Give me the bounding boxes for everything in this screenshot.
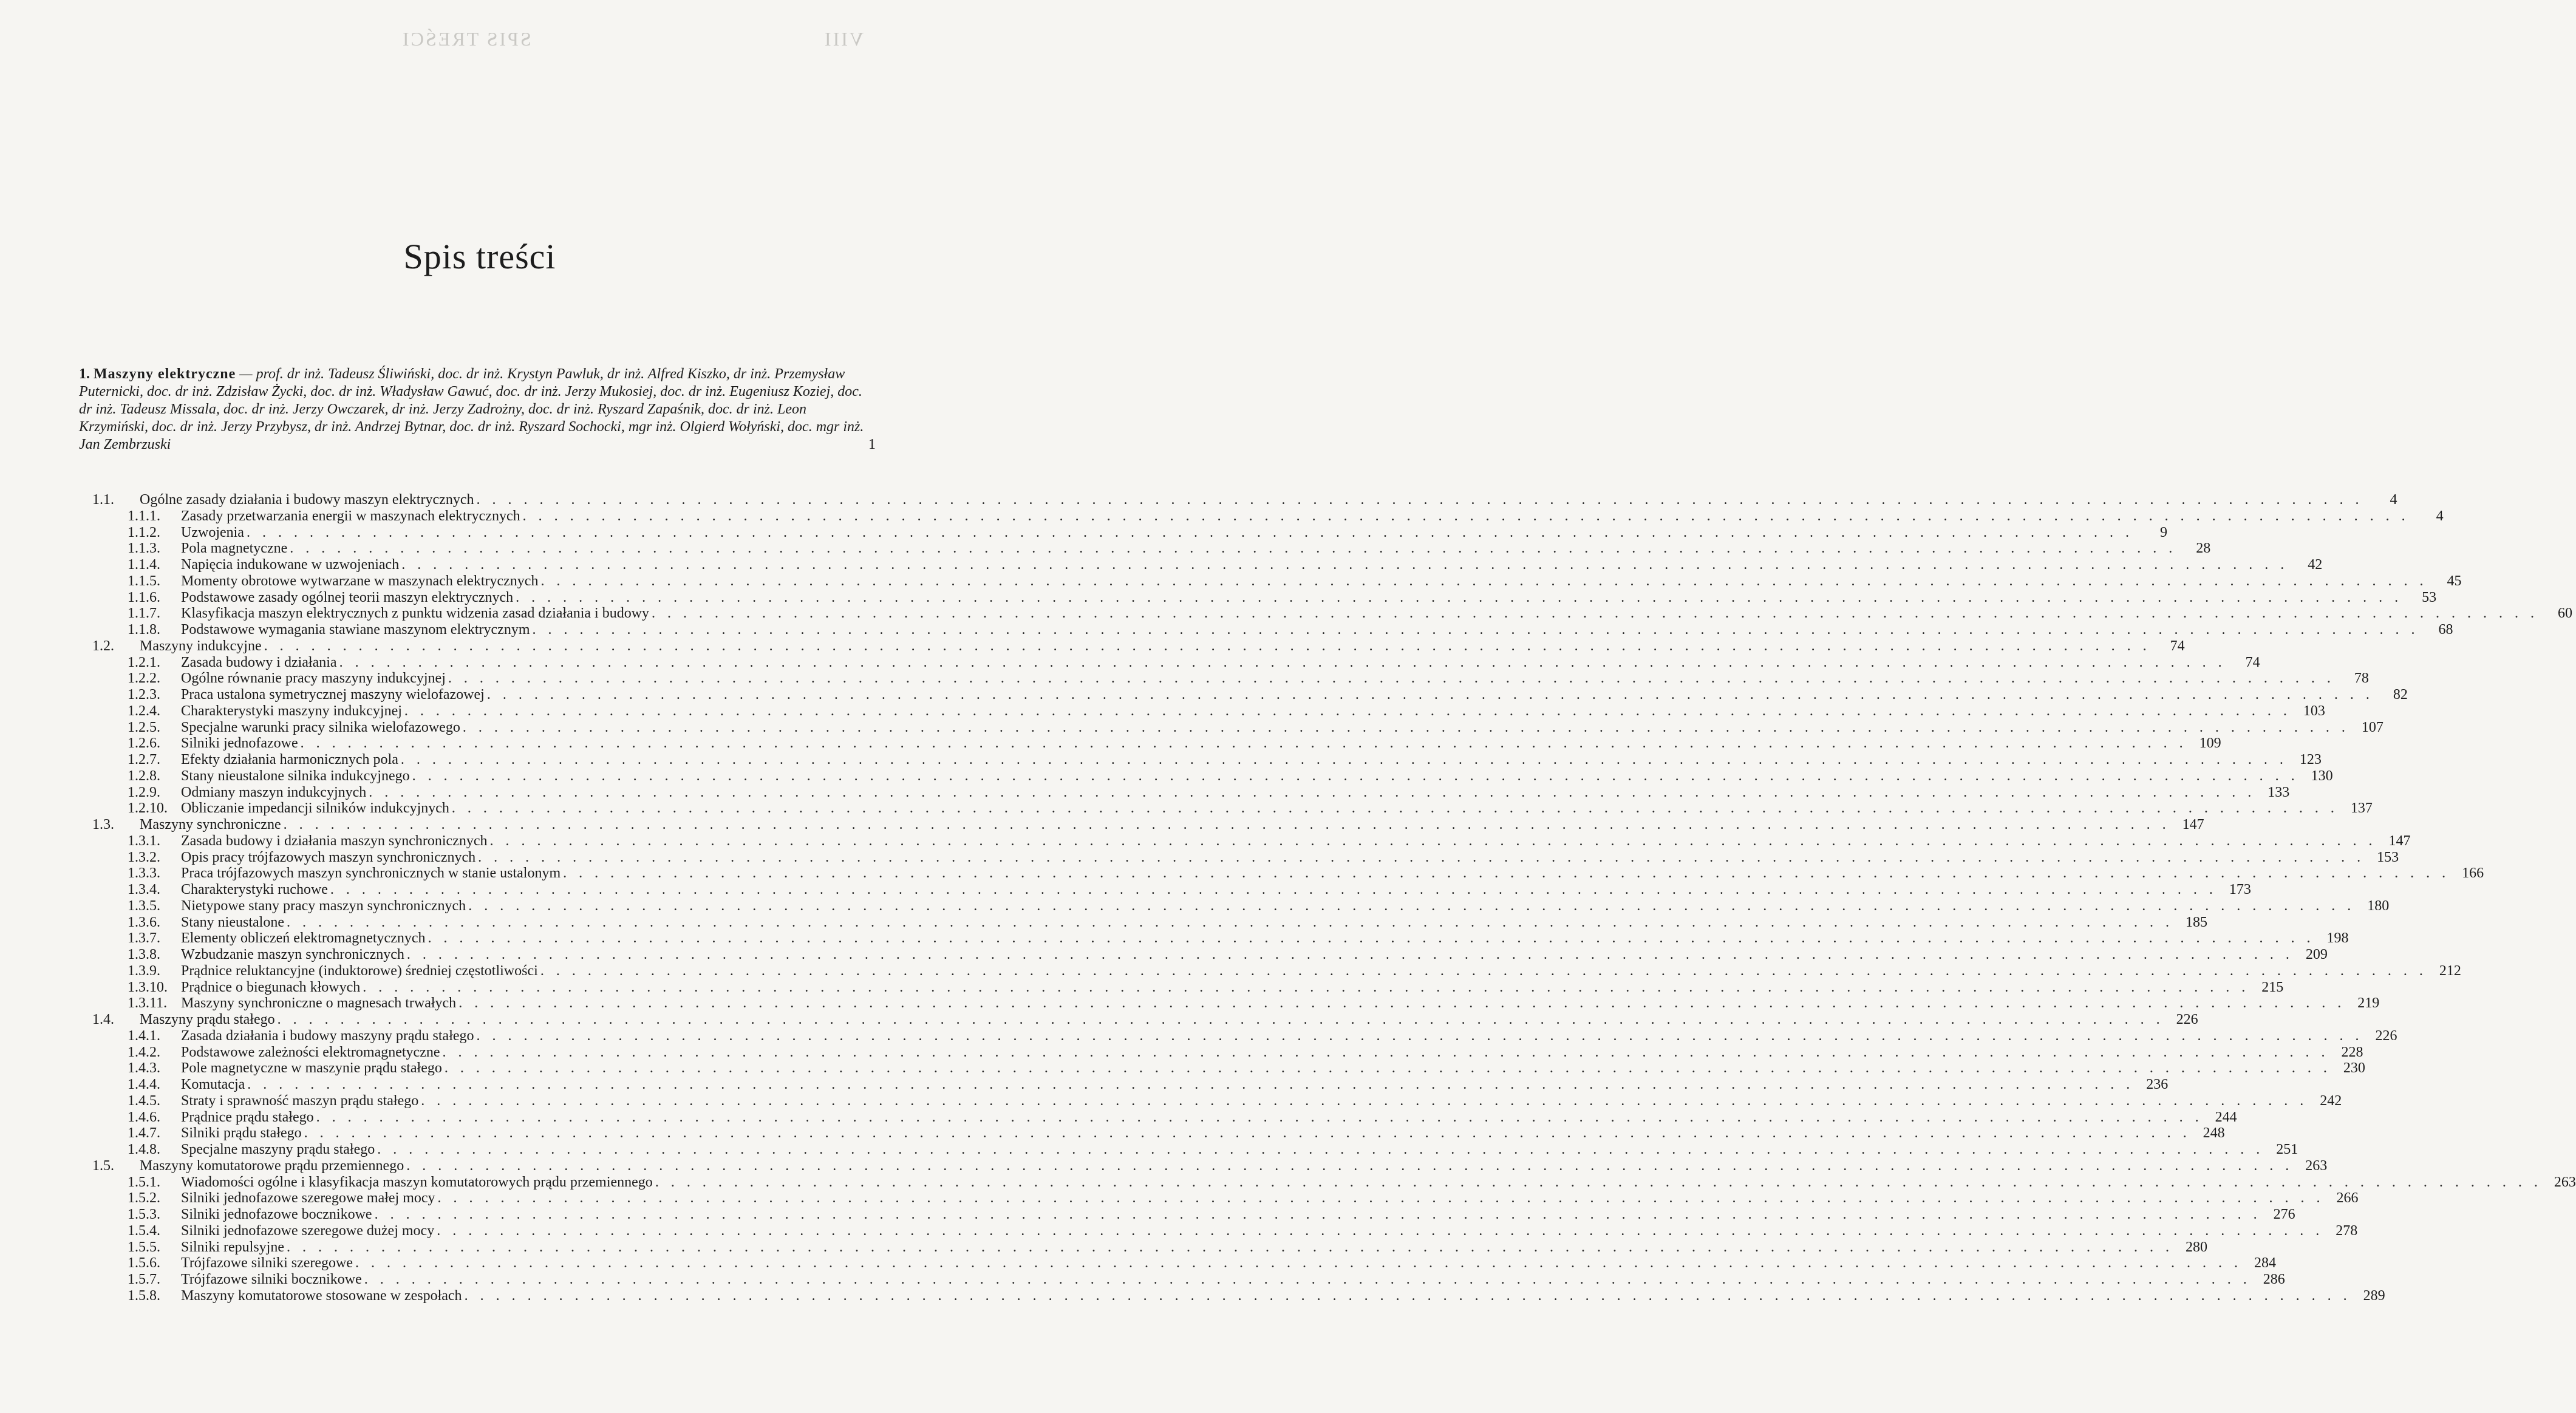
toc-entry-page: 284 <box>2254 1255 2277 1272</box>
toc-entry-page: 198 <box>2326 930 2349 947</box>
bleed-through-page-number: VIII <box>823 28 864 50</box>
toc-subsection-row <box>79 865 2484 882</box>
toc-entry-number: 1.2.10. <box>128 800 168 817</box>
toc-entry-title: Charakterystyki ruchowe <box>181 882 328 897</box>
toc-entry-page: 4 <box>2436 508 2444 524</box>
toc-entry-number: 1.1.4. <box>128 557 160 573</box>
toc-entry-page: 4 <box>2390 492 2397 508</box>
toc-entry-title: Silniki prądu stałego <box>181 1125 302 1142</box>
toc-entry-page: 226 <box>2375 1027 2397 1044</box>
toc-entry-title: Prądnice o biegunach kłowych <box>181 979 361 995</box>
toc-entry-number: 1.3.1. <box>128 832 160 849</box>
toc-entry-page: 153 <box>2377 849 2399 865</box>
toc-entry-title: Wiadomości ogólne i klasyfikacja maszyn komutatorowych prądu przemiennego <box>181 1174 653 1190</box>
toc-subsection-row <box>79 735 2221 752</box>
toc-entry-number: 1.3.10. <box>128 979 168 995</box>
toc-entry-page: 215 <box>2261 979 2284 995</box>
toc-entry-page: 226 <box>2176 1012 2198 1027</box>
toc-subsection-row <box>79 719 2383 736</box>
toc-entry-page: 107 <box>2361 719 2383 735</box>
toc-entry-page: 166 <box>2462 865 2484 882</box>
toc-entry-number: 1.3.6. <box>128 914 160 930</box>
toc-subsection-row <box>79 979 2284 996</box>
toc-subsection-row <box>79 557 2323 573</box>
toc-entry-number: 1.4.8. <box>128 1142 160 1157</box>
toc-entry-number: 1.3.4. <box>128 882 160 897</box>
toc-dot-leader: . . . . . . . . . . . . . . . . . . . . . . . . . . . . . . . . . . . . . . . . . . . . . . . . . . . . . . . . . . . . . . . . . . . . . . . . . . . . . . . . . . . . . . . . . . . . . . . . . . . . . . . . . . . . . . . . . . . . . . . . <box>363 979 2250 995</box>
toc-entry-page: 251 <box>2276 1142 2298 1157</box>
toc-dot-leader: . . . . . . . . . . . . . . . . . . . . . . . . . . . . . . . . . . . . . . . . . . . . . . . . . . . . . . . . . . . . . . . . . . . . . . . . . . . . . . . . . . . . . . . . . . . . . . . . . . . . . . . . . . . . . . . . . . . . . . . . <box>400 752 2288 768</box>
toc-entry-page: 219 <box>2357 995 2380 1012</box>
chapter-number: 1. <box>79 366 90 382</box>
chapter-title: Maszyny elektryczne <box>94 366 236 382</box>
toc-dot-leader: . . . . . . . . . . . . . . . . . . . . . . . . . . . . . . . . . . . . . . . . . . . . . . . . . . . . . . . . . . . . . . . . . . . . . . . . . . . . . . . . . . . . . . . . . . . . . . . . . . . . . . . . . . . . . . . . . . . . . . . . <box>516 589 2403 605</box>
toc-dot-leader: . . . . . . . . . . . . . . . . . . . . . . . . . . . . . . . . . . . . . . . . . . . . . . . . . . . . . . . . . . . . . . . . . . . . . . . . . . . . . . . . . . . . . . . . . . . . . . . . . . . . . . . . . . . . . . . . . . . . . . . . <box>290 540 2177 557</box>
toc-dot-leader: . . . . . . . . . . . . . . . . . . . . . . . . . . . . . . . . . . . . . . . . . . . . . . . . . . . . . . . . . . . . . . . . . . . . . . . . . . . . . . . . . . . . . . . . . . . . . . . . . . . . . . . . . . . . . . . . . . . . . . . . <box>468 897 2356 914</box>
toc-entry-page: 133 <box>2268 784 2290 800</box>
toc-dot-leader: . . . . . . . . . . . . . . . . . . . . . . . . . . . . . . . . . . . . . . . . . . . . . . . . . . . . . . . . . . . . . . . . . . . . . . . . . . . . . . . . . . . . . . . . . . . . . . . . . . . . . . . . . . . . . . . . . . . . . . . . <box>264 638 2151 654</box>
toc-dot-leader: . . . . . . . . . . . . . . . . . . . . . . . . . . . . . . . . . . . . . . . . . . . . . . . . . . . . . . . . . . . . . . . . . . . . . . . . . . . . . . . . . . . . . . . . . . . . . . . . . . . . . . . . . . . . . . . . . . . . . . . . <box>442 1044 2329 1060</box>
toc-entry-title: Maszyny komutatorowe stosowane w zespołach <box>181 1287 462 1304</box>
toc-subsection-row <box>79 654 2260 671</box>
toc-entry-number: 1.5.6. <box>128 1255 160 1272</box>
toc-entry-page: 236 <box>2146 1077 2169 1092</box>
page-title: Spis treści <box>403 236 556 276</box>
toc-entry-number: 1.4. <box>92 1012 114 1027</box>
toc-entry-number: 1.5.8. <box>128 1287 160 1304</box>
toc-dot-leader: . . . . . . . . . . . . . . . . . . . . . . . . . . . . . . . . . . . . . . . . . . . . . . . . . . . . . . . . . . . . . . . . . . . . . . . . . . . . . . . . . . . . . . . . . . . . . . . . . . . . . . . . . . . . . . . . . . . . . . . . <box>406 1157 2294 1174</box>
toc-entry-page: 82 <box>2393 687 2408 703</box>
toc-section-row <box>79 1012 2198 1028</box>
toc-entry-title: Charakterystyki maszyny indukcyjnej <box>181 703 402 719</box>
toc-entry-number: 1.5.7. <box>128 1272 160 1287</box>
toc-entry-number: 1.2.6. <box>128 735 160 752</box>
toc-dot-leader: . . . . . . . . . . . . . . . . . . . . . . . . . . . . . . . . . . . . . . . . . . . . . . . . . . . . . . . . . . . . . . . . . . . . . . . . . . . . . . . . . . . . . . . . . . . . . . . . . . . . . . . . . . . . . . . . . . . . . . . . <box>563 865 2450 882</box>
toc-dot-leader: . . . . . . . . . . . . . . . . . . . . . . . . . . . . . . . . . . . . . . . . . . . . . . . . . . . . . . . . . . . . . . . . . . . . . . . . . . . . . . . . . . . . . . . . . . . . . . . . . . . . . . . . . . . . . . . . . . . . . . . . <box>448 670 2335 687</box>
toc-entry-title: Zasada działania i budowy maszyny prądu stałego <box>181 1027 474 1044</box>
toc-entry-title: Momenty obrotowe wytwarzane w maszynach elektrycznych <box>181 573 539 589</box>
toc-entry-number: 1.1. <box>92 492 114 508</box>
toc-entry-page: 123 <box>2299 752 2322 768</box>
toc-entry-title: Trójfazowe silniki szeregowe <box>181 1255 353 1272</box>
toc-dot-leader: . . . . . . . . . . . . . . . . . . . . . . . . . . . . . . . . . . . . . . . . . . . . . . . . . . . . . . . . . . . . . . . . . . . . . . . . . . . . . . . . . . . . . . . . . . . . . . . . . . . . . . . . . . . . . . . . . . . . . . . . <box>437 1222 2324 1239</box>
toc-entry-title: Maszyny synchroniczne <box>140 817 281 832</box>
toc-dot-leader: . . . . . . . . . . . . . . . . . . . . . . . . . . . . . . . . . . . . . . . . . . . . . . . . . . . . . . . . . . . . . . . . . . . . . . . . . . . . . . . . . . . . . . . . . . . . . . . . . . . . . . . . . . . . . . . . . . . . . . . . <box>540 962 2427 979</box>
toc-entry-title: Wzbudzanie maszyn synchronicznych <box>181 947 404 962</box>
toc-entry-number: 1.4.1. <box>128 1027 160 1044</box>
toc-entry-page: 209 <box>2305 947 2328 962</box>
toc-entry-page: 263 <box>2554 1174 2576 1190</box>
toc-dot-leader: . . . . . . . . . . . . . . . . . . . . . . . . . . . . . . . . . . . . . . . . . . . . . . . . . . . . . . . . . . . . . . . . . . . . . . . . . . . . . . . . . . . . . . . . . . . . . . . . . . . . . . . . . . . . . . . . . . . . . . . . <box>304 1125 2191 1142</box>
toc-entry-title: Specjalne maszyny prądu stałego <box>181 1142 375 1157</box>
toc-dot-leader: . . . . . . . . . . . . . . . . . . . . . . . . . . . . . . . . . . . . . . . . . . . . . . . . . . . . . . . . . . . . . . . . . . . . . . . . . . . . . . . . . . . . . . . . . . . . . . . . . . . . . . . . . . . . . . . . . . . . . . . . <box>339 654 2226 670</box>
chapter-entry <box>79 366 874 454</box>
toc-entry-page: 68 <box>2438 622 2453 638</box>
toc-entry-page: 276 <box>2273 1207 2295 1222</box>
toc-entry-number: 1.1.7. <box>128 605 160 622</box>
toc-entry-page: 147 <box>2388 832 2411 849</box>
toc-subsection-row <box>79 962 2461 979</box>
toc-dot-leader: . . . . . . . . . . . . . . . . . . . . . . . . . . . . . . . . . . . . . . . . . . . . . . . . . . . . . . . . . . . . . . . . . . . . . . . . . . . . . . . . . . . . . . . . . . . . . . . . . . . . . . . . . . . . . . . . . . . . . . . . <box>444 1060 2331 1077</box>
toc-entry-page: 53 <box>2422 589 2437 605</box>
toc-entry-title: Praca ustalona symetrycznej maszyny wielofazowej <box>181 687 485 703</box>
toc-entry-title: Klasyfikacja maszyn elektrycznych z punktu widzenia zasad działania i budowy <box>181 605 650 622</box>
toc-entry-title: Ogólne równanie pracy maszyny indukcyjnej <box>181 670 446 687</box>
bleed-through-header-text: SPIS TREŚCI <box>401 28 531 50</box>
toc-entry-title: Odmiany maszyn indukcyjnych <box>181 784 367 800</box>
toc-subsection-row <box>79 995 2380 1012</box>
toc-subsection-row <box>79 540 2211 557</box>
toc-entry-number: 1.2.5. <box>128 719 160 735</box>
toc-entry-number: 1.3.2. <box>128 849 160 865</box>
toc-subsection-row <box>79 1272 2285 1288</box>
toc-dot-leader: . . . . . . . . . . . . . . . . . . . . . . . . . . . . . . . . . . . . . . . . . . . . . . . . . . . . . . . . . . . . . . . . . . . . . . . . . . . . . . . . . . . . . . . . . . . . . . . . . . . . . . . . . . . . . . . . . . . . . . . . <box>364 1272 2251 1287</box>
toc-entry-page: 9 <box>2159 524 2167 540</box>
toc-dot-leader: . . . . . . . . . . . . . . . . . . . . . . . . . . . . . . . . . . . . . . . . . . . . . . . . . . . . . . . . . . . . . . . . . . . . . . . . . . . . . . . . . . . . . . . . . . . . . . . . . . . . . . . . . . . . . . . . . . . . . . . . <box>277 1012 2164 1027</box>
toc-subsection-row <box>79 1255 2277 1272</box>
toc-entry-page: 74 <box>2170 638 2185 654</box>
toc-entry-number: 1.4.5. <box>128 1092 160 1109</box>
toc-subsection-row <box>79 1125 2225 1142</box>
toc-entry-page: 286 <box>2263 1272 2285 1287</box>
toc-entry-page: 42 <box>2308 557 2323 573</box>
toc-entry-title: Stany nieustalone silnika indukcyjnego <box>181 768 410 784</box>
toc-entry-page: 244 <box>2215 1109 2237 1125</box>
toc-dot-leader: . . . . . . . . . . . . . . . . . . . . . . . . . . . . . . . . . . . . . . . . . . . . . . . . . . . . . . . . . . . . . . . . . . . . . . . . . . . . . . . . . . . . . . . . . . . . . . . . . . . . . . . . . . . . . . . . . . . . . . . . <box>458 995 2346 1012</box>
chapter-authors: — prof. dr inż. Tadeusz Śliwiński, doc. dr inż. Krystyn Pawluk, dr inż. Alfred Kiszko, dr inż. Przemysław Puternicki, doc. dr inż. Zdzisław Życki, doc. dr inż. Władysław Gawuć, doc. dr inż. Jerzy Mukosiej, doc. dr inż. Eugeniusz Koziej, doc. dr inż. Tadeusz Missala, doc. dr inż. Jerzy Owczarek, dr inż. Jerzy Zadrożny, doc. dr inż. Ryszard Zapaśnik, doc. dr inż. Leon Krzymiński, doc. dr inż. Jerzy Przybysz, dr inż. Andrzej Bytnar, doc. dr inż. Ryszard Sochocki, mgr inż. Olgierd Wołyński, doc. mgr inż. Jan Zembrzuski <box>79 366 864 452</box>
toc-entry-number: 1.4.2. <box>128 1044 160 1060</box>
toc-entry-title: Nietypowe stany pracy maszyn synchronicznych <box>181 897 466 914</box>
toc-dot-leader: . . . . . . . . . . . . . . . . . . . . . . . . . . . . . . . . . . . . . . . . . . . . . . . . . . . . . . . . . . . . . . . . . . . . . . . . . . . . . . . . . . . . . . . . . . . . . . . . . . . . . . . . . . . . . . . . . . . . . . . . <box>369 784 2256 800</box>
toc-entry-number: 1.5.4. <box>128 1222 160 1239</box>
toc-entry-title: Maszyny komutatorowe prądu przemiennego <box>140 1157 404 1174</box>
toc-section-row <box>79 492 2397 508</box>
toc-entry-number: 1.2.1. <box>128 654 160 670</box>
toc-entry-number: 1.1.6. <box>128 589 160 605</box>
toc-entry-number: 1.4.6. <box>128 1109 160 1125</box>
toc-dot-leader: . . . . . . . . . . . . . . . . . . . . . . . . . . . . . . . . . . . . . . . . . . . . . . . . . . . . . . . . . . . . . . . . . . . . . . . . . . . . . . . . . . . . . . . . . . . . . . . . . . . . . . . . . . . . . . . . . . . . . . . . <box>401 557 2289 573</box>
toc-entry-title: Pole magnetyczne w maszynie prądu stałego <box>181 1060 442 1077</box>
toc-dot-leader: . . . . . . . . . . . . . . . . . . . . . . . . . . . . . . . . . . . . . . . . . . . . . . . . . . . . . . . . . . . . . . . . . . . . . . . . . . . . . . . . . . . . . . . . . . . . . . . . . . . . . . . . . . . . . . . . . . . . . . . . <box>451 800 2339 817</box>
toc-section-row <box>79 1157 2328 1174</box>
bleed-through-header <box>0 24 959 61</box>
toc-entry-page: 137 <box>2350 800 2373 817</box>
toc-entry-page: 180 <box>2367 897 2390 914</box>
toc-entry-number: 1.5.1. <box>128 1174 160 1190</box>
toc-dot-leader: . . . . . . . . . . . . . . . . . . . . . . . . . . . . . . . . . . . . . . . . . . . . . . . . . . . . . . . . . . . . . . . . . . . . . . . . . . . . . . . . . . . . . . . . . . . . . . . . . . . . . . . . . . . . . . . . . . . . . . . . <box>464 1287 2351 1304</box>
toc-subsection-row <box>79 1239 2207 1256</box>
toc-entry-number: 1.1.5. <box>128 573 160 589</box>
toc-entry-number: 1.4.3. <box>128 1060 160 1077</box>
toc-subsection-row <box>79 524 2167 541</box>
toc-subsection-row <box>79 784 2290 801</box>
toc-subsection-row <box>79 947 2328 963</box>
toc-entry-page: 45 <box>2447 573 2462 589</box>
toc-subsection-row <box>79 1174 2576 1191</box>
toc-subsection-row <box>79 508 2444 525</box>
toc-entry-title: Silniki jednofazowe <box>181 735 298 752</box>
toc-subsection-row <box>79 1142 2298 1158</box>
toc-dot-leader: . . . . . . . . . . . . . . . . . . . . . . . . . . . . . . . . . . . . . . . . . . . . . . . . . . . . . . . . . . . . . . . . . . . . . . . . . . . . . . . . . . . . . . . . . . . . . . . . . . . . . . . . . . . . . . . . . . . . . . . . <box>652 605 2539 622</box>
toc-entry-number: 1.3.8. <box>128 947 160 962</box>
toc-entry-number: 1.3.3. <box>128 865 160 882</box>
toc-dot-leader: . . . . . . . . . . . . . . . . . . . . . . . . . . . . . . . . . . . . . . . . . . . . . . . . . . . . . . . . . . . . . . . . . . . . . . . . . . . . . . . . . . . . . . . . . . . . . . . . . . . . . . . . . . . . . . . . . . . . . . . . <box>540 573 2428 589</box>
toc-dot-leader: . . . . . . . . . . . . . . . . . . . . . . . . . . . . . . . . . . . . . . . . . . . . . . . . . . . . . . . . . . . . . . . . . . . . . . . . . . . . . . . . . . . . . . . . . . . . . . . . . . . . . . . . . . . . . . . . . . . . . . . . <box>532 622 2419 638</box>
toc-entry-title: Podstawowe zależności elektromagnetyczne <box>181 1044 440 1060</box>
toc-section-row <box>79 638 2185 655</box>
toc-dot-leader: . . . . . . . . . . . . . . . . . . . . . . . . . . . . . . . . . . . . . . . . . . . . . . . . . . . . . . . . . . . . . . . . . . . . . . . . . . . . . . . . . . . . . . . . . . . . . . . . . . . . . . . . . . . . . . . . . . . . . . . . <box>287 1239 2173 1255</box>
toc-subsection-row <box>79 687 2408 703</box>
toc-entry-page: 266 <box>2336 1190 2359 1207</box>
toc-entry-page: 28 <box>2196 540 2211 557</box>
toc-dot-leader: . . . . . . . . . . . . . . . . . . . . . . . . . . . . . . . . . . . . . . . . . . . . . . . . . . . . . . . . . . . . . . . . . . . . . . . . . . . . . . . . . . . . . . . . . . . . . . . . . . . . . . . . . . . . . . . . . . . . . . . . <box>489 832 2377 849</box>
toc-dot-leader: . . . . . . . . . . . . . . . . . . . . . . . . . . . . . . . . . . . . . . . . . . . . . . . . . . . . . . . . . . . . . . . . . . . . . . . . . . . . . . . . . . . . . . . . . . . . . . . . . . . . . . . . . . . . . . . . . . . . . . . . <box>412 768 2299 784</box>
toc-subsection-row <box>79 1207 2295 1223</box>
toc-entry-title: Uzwojenia <box>181 524 244 540</box>
toc-dot-leader: . . . . . . . . . . . . . . . . . . . . . . . . . . . . . . . . . . . . . . . . . . . . . . . . . . . . . . . . . . . . . . . . . . . . . . . . . . . . . . . . . . . . . . . . . . . . . . . . . . . . . . . . . . . . . . . . . . . . . . . . <box>246 524 2133 540</box>
toc-subsection-row <box>79 849 2399 866</box>
toc-entry-number: 1.1.3. <box>128 540 160 557</box>
toc-entry-page: 248 <box>2203 1125 2225 1142</box>
toc-entry-title: Zasada budowy i działania maszyn synchronicznych <box>181 832 488 849</box>
toc-entry-page: 289 <box>2363 1287 2385 1304</box>
toc-subsection-row <box>79 882 2251 898</box>
toc-entry-page: 228 <box>2341 1044 2363 1060</box>
toc-dot-leader: . . . . . . . . . . . . . . . . . . . . . . . . . . . . . . . . . . . . . . . . . . . . . . . . . . . . . . . . . . . . . . . . . . . . . . . . . . . . . . . . . . . . . . . . . . . . . . . . . . . . . . . . . . . . . . . . . . . . . . . . <box>316 1109 2203 1125</box>
toc-entry-number: 1.1.2. <box>128 524 160 540</box>
toc-entry-page: 212 <box>2439 962 2461 979</box>
toc-entry-title: Maszyny prądu stałego <box>140 1012 275 1027</box>
toc-subsection-row <box>79 1092 2342 1109</box>
toc-entry-title: Zasady przetwarzania energii w maszynach elektrycznych <box>181 508 520 524</box>
toc-subsection-row <box>79 752 2322 768</box>
toc-dot-leader: . . . . . . . . . . . . . . . . . . . . . . . . . . . . . . . . . . . . . . . . . . . . . . . . . . . . . . . . . . . . . . . . . . . . . . . . . . . . . . . . . . . . . . . . . . . . . . . . . . . . . . . . . . . . . . . . . . . . . . . . <box>486 687 2374 703</box>
toc-entry-title: Opis pracy trójfazowych maszyn synchronicznych <box>181 849 476 865</box>
toc-subsection-row <box>79 832 2411 850</box>
toc-entry-number: 1.5. <box>92 1157 114 1174</box>
toc-entry-title: Komutacja <box>181 1077 245 1092</box>
toc-entry-number: 1.5.2. <box>128 1190 160 1207</box>
toc-entry-number: 1.5.3. <box>128 1207 160 1222</box>
toc-entry-number: 1.2.7. <box>128 752 160 768</box>
toc-subsection-row <box>79 1060 2365 1077</box>
toc-subsection-row <box>79 573 2462 590</box>
toc-entry-number: 1.2.3. <box>128 687 160 703</box>
toc-entry-page: 263 <box>2305 1157 2328 1174</box>
toc-section-row <box>79 817 2204 833</box>
toc-entry-page: 78 <box>2354 670 2369 687</box>
toc-subsection-row <box>79 768 2333 785</box>
toc-dot-leader: . . . . . . . . . . . . . . . . . . . . . . . . . . . . . . . . . . . . . . . . . . . . . . . . . . . . . . . . . . . . . . . . . . . . . . . . . . . . . . . . . . . . . . . . . . . . . . . . . . . . . . . . . . . . . . . . . . . . . . . . <box>437 1190 2325 1207</box>
toc-entry-page: 130 <box>2311 768 2333 784</box>
toc-entry-title: Efekty działania harmonicznych pola <box>181 752 398 768</box>
toc-entry-title: Straty i sprawność maszyn prądu stałego <box>181 1092 419 1109</box>
toc-entry-title: Podstawowe wymagania stawiane maszynom elektrycznym <box>181 622 530 638</box>
chapter-page-number: 1 <box>868 437 876 452</box>
toc-entry-number: 1.2.8. <box>128 768 160 784</box>
toc-dot-leader: . . . . . . . . . . . . . . . . . . . . . . . . . . . . . . . . . . . . . . . . . . . . . . . . . . . . . . . . . . . . . . . . . . . . . . . . . . . . . . . . . . . . . . . . . . . . . . . . . . . . . . . . . . . . . . . . . . . . . . . . <box>355 1255 2243 1272</box>
toc-dot-leader: . . . . . . . . . . . . . . . . . . . . . . . . . . . . . . . . . . . . . . . . . . . . . . . . . . . . . . . . . . . . . . . . . . . . . . . . . . . . . . . . . . . . . . . . . . . . . . . . . . . . . . . . . . . . . . . . . . . . . . . . <box>476 1027 2363 1044</box>
toc-entry-number: 1.1.8. <box>128 622 160 638</box>
toc-entry-number: 1.3.5. <box>128 897 160 914</box>
toc-entry-title: Zasada budowy i działania <box>181 654 337 670</box>
toc-entry-number: 1.1.1. <box>128 508 160 524</box>
toc-entry-title: Napięcia indukowane w uzwojeniach <box>181 557 400 573</box>
toc-entry-page: 185 <box>2185 914 2207 930</box>
toc-entry-title: Maszyny synchroniczne o magnesach trwałych <box>181 995 457 1012</box>
toc-subsection-row <box>79 1077 2169 1093</box>
toc-subsection-row <box>79 897 2390 914</box>
toc-entry-page: 230 <box>2343 1060 2365 1077</box>
toc-entry-number: 1.4.4. <box>128 1077 160 1092</box>
toc-subsection-row <box>79 800 2373 817</box>
toc-dot-leader: . . . . . . . . . . . . . . . . . . . . . . . . . . . . . . . . . . . . . . . . . . . . . . . . . . . . . . . . . . . . . . . . . . . . . . . . . . . . . . . . . . . . . . . . . . . . . . . . . . . . . . . . . . . . . . . . . . . . . . . . <box>283 817 2170 832</box>
toc-entry-title: Trójfazowe silniki bocznikowe <box>181 1272 362 1287</box>
toc-subsection-row <box>79 622 2453 638</box>
toc-dot-leader: . . . . . . . . . . . . . . . . . . . . . . . . . . . . . . . . . . . . . . . . . . . . . . . . . . . . . . . . . . . . . . . . . . . . . . . . . . . . . . . . . . . . . . . . . . . . . . . . . . . . . . . . . . . . . . . . . . . . . . . . <box>428 930 2315 947</box>
toc-entry-number: 1.3.11. <box>128 995 168 1012</box>
toc-entry-number: 1.3.7. <box>128 930 160 947</box>
toc-entry-title: Silniki jednofazowe szeregowe małej mocy <box>181 1190 435 1207</box>
toc-subsection-row <box>79 1027 2397 1044</box>
toc-entry-page: 103 <box>2303 703 2325 719</box>
toc-dot-leader: . . . . . . . . . . . . . . . . . . . . . . . . . . . . . . . . . . . . . . . . . . . . . . . . . . . . . . . . . . . . . . . . . . . . . . . . . . . . . . . . . . . . . . . . . . . . . . . . . . . . . . . . . . . . . . . . . . . . . . . . <box>330 882 2217 897</box>
toc-entry-title: Praca trójfazowych maszyn synchronicznych w stanie ustalonym <box>181 865 561 882</box>
toc-entry-number: 1.2. <box>92 638 114 654</box>
toc-subsection-row <box>79 930 2349 947</box>
toc-entry-title: Obliczanie impedancji silników indukcyjnych <box>181 800 449 817</box>
toc-subsection-row <box>79 1190 2359 1207</box>
toc-entry-title: Elementy obliczeń elektromagnetycznych <box>181 930 426 947</box>
toc-dot-leader: . . . . . . . . . . . . . . . . . . . . . . . . . . . . . . . . . . . . . . . . . . . . . . . . . . . . . . . . . . . . . . . . . . . . . . . . . . . . . . . . . . . . . . . . . . . . . . . . . . . . . . . . . . . . . . . . . . . . . . . . <box>522 508 2410 524</box>
toc-entry-number: 1.5.5. <box>128 1239 160 1255</box>
toc-entry-number: 1.2.9. <box>128 784 160 800</box>
toc-entry-title: Podstawowe zasady ogólnej teorii maszyn elektrycznych <box>181 589 514 605</box>
toc-subsection-row <box>79 605 2573 622</box>
toc-subsection-row <box>79 1044 2363 1061</box>
toc-dot-leader: . . . . . . . . . . . . . . . . . . . . . . . . . . . . . . . . . . . . . . . . . . . . . . . . . . . . . . . . . . . . . . . . . . . . . . . . . . . . . . . . . . . . . . . . . . . . . . . . . . . . . . . . . . . . . . . . . . . . . . . . <box>374 1207 2261 1222</box>
toc-subsection-row <box>79 670 2369 687</box>
toc-dot-leader: . . . . . . . . . . . . . . . . . . . . . . . . . . . . . . . . . . . . . . . . . . . . . . . . . . . . . . . . . . . . . . . . . . . . . . . . . . . . . . . . . . . . . . . . . . . . . . . . . . . . . . . . . . . . . . . . . . . . . . . . <box>406 947 2294 962</box>
toc-entry-title: Silniki jednofazowe szeregowe dużej mocy <box>181 1222 435 1239</box>
toc-entry-page: 74 <box>2245 654 2260 670</box>
toc-entry-page: 280 <box>2186 1239 2207 1255</box>
toc-entry-number: 1.2.4. <box>128 703 160 719</box>
toc-dot-leader: . . . . . . . . . . . . . . . . . . . . . . . . . . . . . . . . . . . . . . . . . . . . . . . . . . . . . . . . . . . . . . . . . . . . . . . . . . . . . . . . . . . . . . . . . . . . . . . . . . . . . . . . . . . . . . . . . . . . . . . . <box>404 703 2291 719</box>
toc-entry-title: Prądnice reluktancyjne (induktorowe) średniej częstotliwości <box>181 962 538 979</box>
toc-entry-title: Stany nieustalone <box>181 914 284 930</box>
toc-entry-number: 1.3. <box>92 817 114 832</box>
toc-dot-leader: . . . . . . . . . . . . . . . . . . . . . . . . . . . . . . . . . . . . . . . . . . . . . . . . . . . . . . . . . . . . . . . . . . . . . . . . . . . . . . . . . . . . . . . . . . . . . . . . . . . . . . . . . . . . . . . . . . . . . . . . <box>421 1092 2308 1109</box>
toc-entry-title: Pola magnetyczne <box>181 540 288 557</box>
toc-subsection-row <box>79 589 2437 606</box>
toc-entry-page: 60 <box>2558 605 2573 622</box>
toc-entry-title: Silniki jednofazowe bocznikowe <box>181 1207 372 1222</box>
toc-entry-title: Silniki repulsyjne <box>181 1239 284 1255</box>
toc-entry-page: 109 <box>2199 735 2221 752</box>
toc-subsection-row <box>79 914 2207 931</box>
toc-entry-title: Specjalne warunki pracy silnika wielofazowego <box>181 719 460 735</box>
toc-entry-title: Prądnice prądu stałego <box>181 1109 314 1125</box>
toc-dot-leader: . . . . . . . . . . . . . . . . . . . . . . . . . . . . . . . . . . . . . . . . . . . . . . . . . . . . . . . . . . . . . . . . . . . . . . . . . . . . . . . . . . . . . . . . . . . . . . . . . . . . . . . . . . . . . . . . . . . . . . . . <box>462 719 2349 735</box>
toc-subsection-row <box>79 1287 2385 1304</box>
toc-dot-leader: . . . . . . . . . . . . . . . . . . . . . . . . . . . . . . . . . . . . . . . . . . . . . . . . . . . . . . . . . . . . . . . . . . . . . . . . . . . . . . . . . . . . . . . . . . . . . . . . . . . . . . . . . . . . . . . . . . . . . . . . <box>377 1142 2264 1157</box>
toc-dot-leader: . . . . . . . . . . . . . . . . . . . . . . . . . . . . . . . . . . . . . . . . . . . . . . . . . . . . . . . . . . . . . . . . . . . . . . . . . . . . . . . . . . . . . . . . . . . . . . . . . . . . . . . . . . . . . . . . . . . . . . . . <box>286 914 2173 930</box>
toc-subsection-row <box>79 703 2325 720</box>
toc-dot-leader: . . . . . . . . . . . . . . . . . . . . . . . . . . . . . . . . . . . . . . . . . . . . . . . . . . . . . . . . . . . . . . . . . . . . . . . . . . . . . . . . . . . . . . . . . . . . . . . . . . . . . . . . . . . . . . . . . . . . . . . . <box>476 492 2363 508</box>
toc-dot-leader: . . . . . . . . . . . . . . . . . . . . . . . . . . . . . . . . . . . . . . . . . . . . . . . . . . . . . . . . . . . . . . . . . . . . . . . . . . . . . . . . . . . . . . . . . . . . . . . . . . . . . . . . . . . . . . . . . . . . . . . . <box>655 1174 2542 1190</box>
toc-subsection-row <box>79 1109 2237 1126</box>
table-of-contents <box>79 492 2576 1304</box>
toc-entry-number: 1.2.2. <box>128 670 160 687</box>
toc-entry-page: 147 <box>2182 817 2204 832</box>
toc-entry-page: 278 <box>2336 1222 2358 1239</box>
toc-entry-page: 173 <box>2229 882 2251 897</box>
toc-subsection-row <box>79 1222 2358 1239</box>
toc-entry-title: Ogólne zasady działania i budowy maszyn elektrycznych <box>140 492 474 508</box>
toc-dot-leader: . . . . . . . . . . . . . . . . . . . . . . . . . . . . . . . . . . . . . . . . . . . . . . . . . . . . . . . . . . . . . . . . . . . . . . . . . . . . . . . . . . . . . . . . . . . . . . . . . . . . . . . . . . . . . . . . . . . . . . . . <box>478 849 2365 865</box>
toc-dot-leader: . . . . . . . . . . . . . . . . . . . . . . . . . . . . . . . . . . . . . . . . . . . . . . . . . . . . . . . . . . . . . . . . . . . . . . . . . . . . . . . . . . . . . . . . . . . . . . . . . . . . . . . . . . . . . . . . . . . . . . . . <box>247 1077 2135 1092</box>
toc-entry-number: 1.4.7. <box>128 1125 160 1142</box>
toc-dot-leader: . . . . . . . . . . . . . . . . . . . . . . . . . . . . . . . . . . . . . . . . . . . . . . . . . . . . . . . . . . . . . . . . . . . . . . . . . . . . . . . . . . . . . . . . . . . . . . . . . . . . . . . . . . . . . . . . . . . . . . . . <box>300 735 2187 752</box>
toc-entry-page: 242 <box>2320 1092 2342 1109</box>
toc-entry-title: Maszyny indukcyjne <box>140 638 262 654</box>
toc-entry-number: 1.3.9. <box>128 962 160 979</box>
